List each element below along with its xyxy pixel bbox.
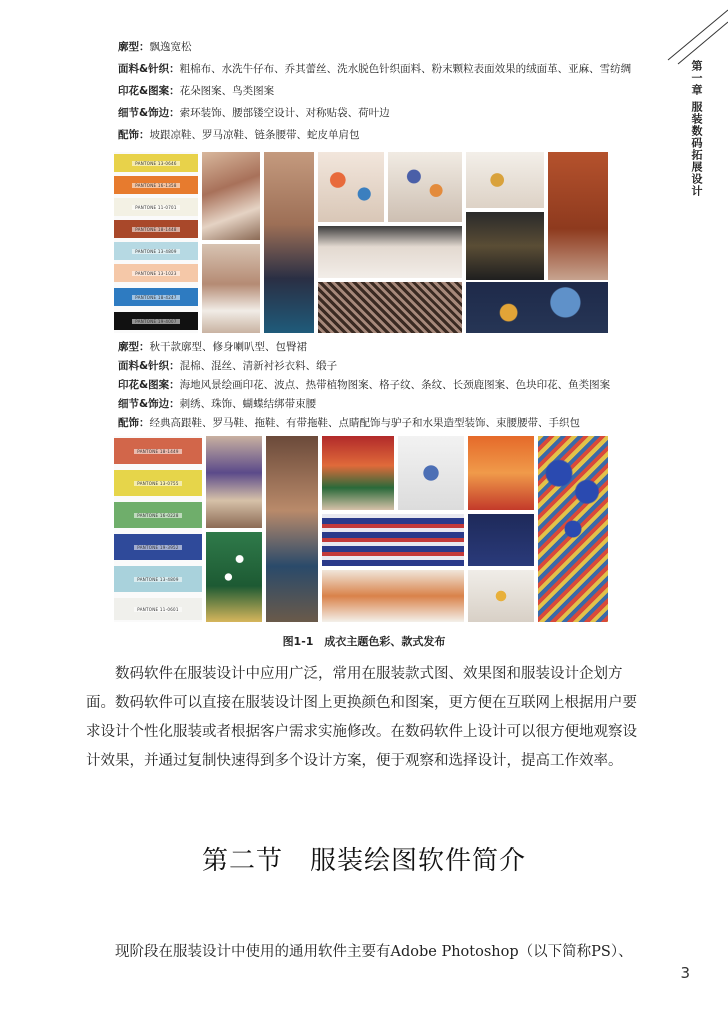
meta-line: 配饰：坡跟凉鞋、罗马凉鞋、链条腰带、蛇皮单肩包 [118, 129, 360, 141]
section-title: 第二节 服装绘图软件简介 [201, 846, 526, 876]
fashion-photo [202, 152, 260, 240]
fashion-photo [318, 152, 384, 222]
fashion-photo [322, 514, 464, 566]
trend-collage-2 [114, 436, 608, 622]
color-palette-1 [114, 152, 198, 333]
color-swatch: PANTONE 13-1023 [114, 264, 198, 282]
color-swatch: PANTONE 16-0228 [114, 502, 202, 528]
chapter-side-title: 第一章 服装数码拓展设计 [690, 60, 703, 197]
color-swatch: PANTONE 11-0601 [114, 598, 202, 620]
meta-line: 面料&针织：粗棉布、水洗牛仔布、乔其蕾丝、洗水脱色针织面料、粉末颗粒表面效果的绒面革、亚麻、雪纺绸 [118, 63, 632, 75]
body-paragraph: 现阶段在服装设计中使用的通用软件主要有Adobe Photoshop（以下简称PS）、 [115, 944, 633, 960]
color-swatch: PANTONE 18-1448 [114, 220, 198, 238]
meta-line: 廓型：秋干款廓型、修身喇叭型、包臀裙 [118, 341, 307, 353]
fashion-photo [468, 436, 534, 510]
color-swatch: PANTONE 19-3952 [114, 534, 202, 560]
fashion-photo [322, 436, 394, 510]
fashion-photo [388, 152, 462, 222]
color-swatch: PANTONE 18-1449 [114, 438, 202, 464]
meta-line: 面料&针织：混棉、混丝、清新衬衫衣料、缎子 [118, 360, 338, 372]
color-palette-2 [114, 436, 202, 622]
color-swatch: PANTONE 18-4247 [114, 288, 198, 306]
fashion-photo [318, 282, 462, 333]
color-swatch: PANTONE 19-4007 [114, 312, 198, 330]
color-swatch: PANTONE 13-0646 [114, 154, 198, 172]
page-number: 3 [680, 964, 690, 982]
color-swatch: PANTONE 16-1358 [114, 176, 198, 194]
figure-caption: 图1-1 成衣主题色彩、款式发布 [282, 635, 446, 648]
color-swatch: PANTONE 13-4809 [114, 242, 198, 260]
color-swatch: PANTONE 13-4809 [114, 566, 202, 592]
meta-line: 细节&饰边：索环装饰、腰部镂空设计、对称贴袋、荷叶边 [118, 107, 390, 119]
fashion-photo [538, 436, 608, 622]
fashion-photo [266, 436, 318, 622]
fashion-photo [468, 514, 534, 566]
fashion-photo [466, 282, 608, 333]
fashion-photo [206, 436, 262, 528]
color-swatch: PANTONE 11-0701 [114, 198, 198, 216]
meta-line: 印花&图案：海地风景绘画印花、波点、热带植物图案、格子纹、条纹、长颈鹿图案、色块印花、鱼类图案 [118, 379, 611, 391]
meta-line: 廓型：飘逸宽松 [118, 41, 192, 53]
trend-collage-1 [114, 152, 608, 333]
fashion-photo [548, 152, 608, 280]
meta-line: 配饰：经典高跟鞋、罗马鞋、拖鞋、有带拖鞋、点睛配饰与驴子和水果造型装饰、束腰腰带、手织包 [118, 417, 580, 429]
color-swatch: PANTONE 13-0755 [114, 470, 202, 496]
meta-line: 细节&饰边：刺绣、珠饰、蝴蝶结绑带束腰 [118, 398, 317, 410]
fashion-photo [318, 226, 462, 278]
body-paragraph: 数码软件在服装设计中应用广泛，常用在服装款式图、效果图和服装设计企划方面。数码软件可以直接在服装设计图上更换颜色和图案，更方便在互联网上根据用户要求设计个性化服装或者根据客户需求实施修改。在数码软件上设计可以很方便地观察设计效果，并通过复制快速得到多个设计方案，便于观察和选择设计，提高工作效率。 [86, 666, 637, 769]
fashion-photo [322, 570, 464, 622]
fashion-photo [468, 570, 534, 622]
fashion-photo [398, 436, 464, 510]
fashion-photo [206, 532, 262, 622]
fashion-photo [202, 244, 260, 333]
fashion-photo [466, 212, 544, 280]
meta-line: 印花&图案：花朵图案、鸟类图案 [118, 85, 275, 97]
fashion-photo [466, 152, 544, 208]
fashion-photo [264, 152, 314, 333]
